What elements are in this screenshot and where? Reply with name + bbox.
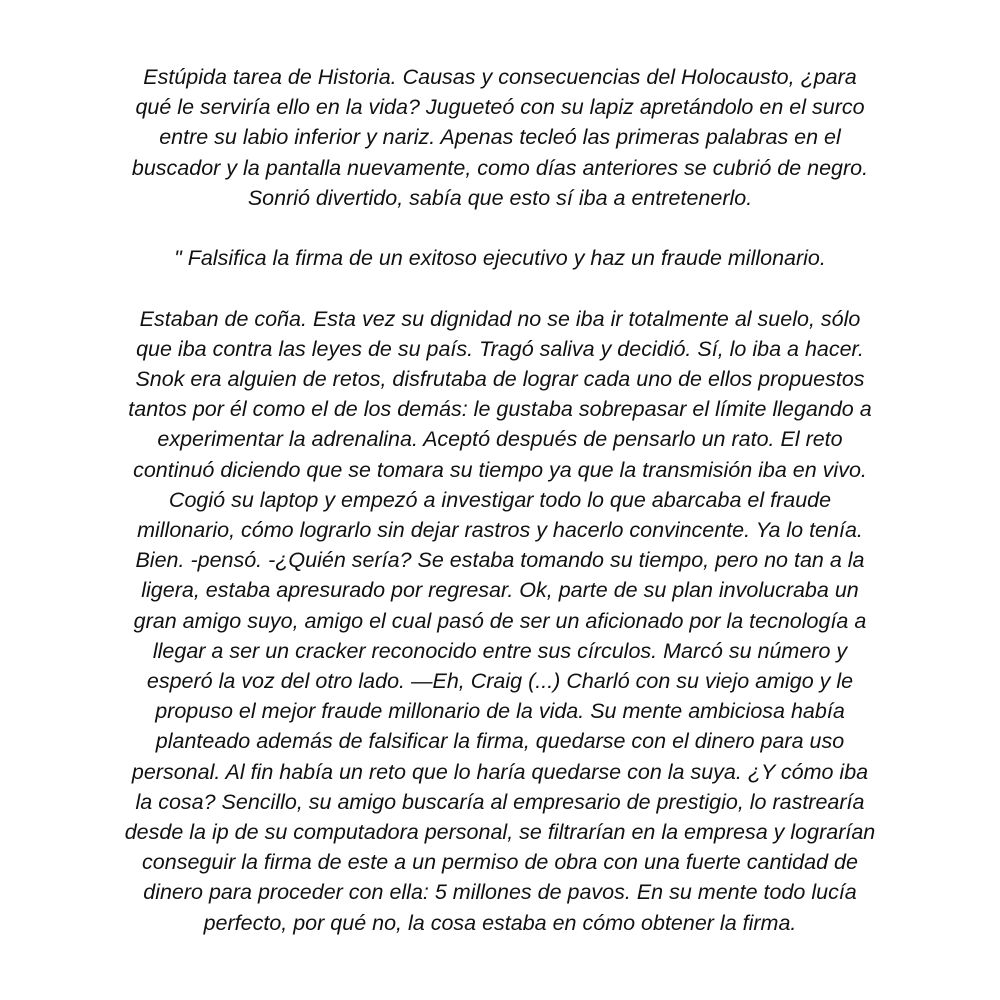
text-line: Snok era alguien de retos, disfrutaba de lograr cada uno de ellos propuestos [135, 367, 865, 391]
text-line: " Falsifica la firma de un exitoso ejecutivo y haz un fraude millonario. [174, 246, 826, 271]
text-line: gran amigo suyo, amigo el cual pasó de ser un aficionado por la tecnología a [133, 608, 867, 633]
document-body [0, 62, 1000, 968]
text-line: ligera, estaba apresurado por regresar. Ok, parte de su plan involucraba un [141, 578, 859, 603]
text-line: llegar a ser un cracker reconocido entre sus círculos. Marcó su número y [152, 638, 848, 663]
paragraph-story [0, 304, 1000, 938]
text-line: esperó la voz del otro lado. —Eh, Craig (...) Charló con su viejo amigo y le [146, 669, 854, 694]
text-line: conseguir la firma de este a un permiso de obra con una fuerte cantidad de [142, 850, 858, 875]
text-line: buscador y la pantalla nuevamente, como días anteriores se cubrió de negro. [131, 155, 869, 180]
text-line: experimentar la adrenalina. Aceptó después de pensarlo un rato. El reto [157, 427, 843, 452]
text-line: desde la ip de su computadora personal, se filtrarían en la empresa y lograrían [124, 820, 876, 845]
text-line: tantos por él como el de los demás: le gustaba sobrepasar el límite llegando a [128, 397, 872, 422]
text-line: que iba contra las leyes de su país. Tragó saliva y decidió. Sí, lo iba a hacer. [136, 336, 864, 361]
text-line: continuó diciendo que se tomara su tiempo ya que la transmisión iba en vivo. [133, 457, 867, 482]
text-line: Bien. -pensó. -¿Quién sería? Se estaba tomando su tiempo, pero no tan a la [135, 548, 865, 573]
text-line: Estúpida tarea de Historia. Causas y consecuencias del Holocausto, ¿para [143, 65, 857, 89]
text-line: propuso el mejor fraude millonario de la vida. Su mente ambiciosa había [155, 699, 845, 724]
text-line: Cogió su laptop y empezó a investigar todo lo que abarcaba el fraude [168, 487, 832, 512]
text-line: personal. Al fin había un reto que lo haría quedarse con la suya. ¿Y cómo iba [131, 759, 869, 784]
text-line: planteado además de falsificar la firma, quedarse con el dinero para uso [155, 729, 845, 754]
text-line: perfecto, por qué no, la cosa estaba en cómo obtener la firma. [203, 910, 797, 935]
paragraph-challenge [0, 243, 1000, 273]
text-line: entre su labio inferior y nariz. Apenas tecleó las primeras palabras en el [159, 125, 841, 150]
text-line: qué le serviría ello en la vida? Jugueteó con su lapiz apretándolo en el surco [135, 95, 865, 120]
text-line: millonario, cómo lograrlo sin dejar rastros y hacerlo convincente. Ya lo tenía. [137, 518, 863, 543]
paragraph-intro [0, 62, 1000, 213]
text-line: Sonrió divertido, sabía que esto sí iba a entretenerlo. [247, 185, 753, 210]
text-line: la cosa? Sencillo, su amigo buscaría al empresario de prestigio, lo rastrearía [135, 789, 865, 814]
text-line: Estaban de coña. Esta vez su dignidad no se iba ir totalmente al suelo, sólo [139, 306, 861, 331]
text-line: dinero para proceder con ella: 5 millones de pavos. En su mente todo lucía [143, 880, 857, 905]
